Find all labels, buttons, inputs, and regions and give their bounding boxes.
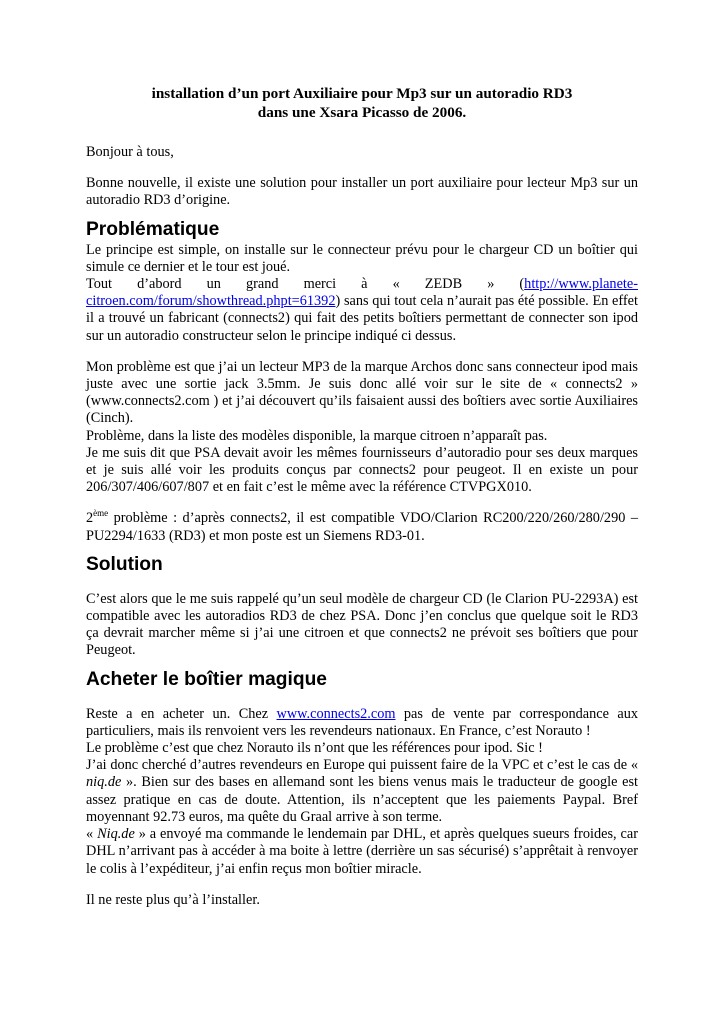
document-title-line-1: installation d’un port Auxiliaire pour Mp3 sur un autoradio RD3 <box>151 85 573 102</box>
document-title-line-2: dans une Xsara Picasso de 2006. <box>257 104 467 121</box>
paragraph-text: pas de vente par correspondance aux particuliers, mais ils renvoient vers les revendeurs nationaux. En France, c’est Norauto ! <box>86 705 639 739</box>
problematique-paragraph-6 <box>86 510 638 544</box>
superscript: ème <box>93 508 109 519</box>
document-page <box>86 84 638 909</box>
paragraph-text: » a envoyé ma commande le lendemain par DHL, et après quelques sueurs froides, car DHL n’arrivant pas à accéder à ma boite à lettre (derrière un sas sécurisé) s’apprêtait à renvoyer le colis à l’expéditeur, j’ai enfin reçus mon boîtier miracle. <box>86 826 638 877</box>
heading-problematique: Problématique <box>86 218 220 240</box>
closing-sentence: Il ne reste plus qu’à l’installer. <box>86 891 260 908</box>
connects2-link[interactable]: www.connects2.com <box>276 705 396 722</box>
acheter-paragraph-3 <box>86 757 638 826</box>
acheter-paragraph-2: Le problème c’est que chez Norauto ils n’ont que les références pour ipod. Sic ! <box>86 740 543 757</box>
acheter-paragraph-4 <box>86 826 638 878</box>
acheter-paragraph-1 <box>86 706 638 740</box>
paragraph-text: J’ai donc cherché d’autres revendeurs en Europe qui puissent faire de la VPC et c’est le cas de « <box>86 757 638 774</box>
paragraph-text: 2 <box>86 510 94 527</box>
heading-acheter: Acheter le boîtier magique <box>86 668 327 690</box>
problematique-paragraph-4: Problème, dans la liste des modèles disponible, la marque citroen n’apparaît pas. <box>86 427 548 444</box>
paragraph-text: Reste a en acheter un. Chez <box>86 705 277 722</box>
problematique-paragraph-3: Mon problème est que j’ai un lecteur MP3 de la marque Archos donc sans connecteur ipod mais juste avec une sortie jack 3.5mm. Je suis donc allé voir sur le site de « connects2 » (www.connects2.com ) et j’ai découvert qu’ils faisaient aussi des boîtiers avec sortie Auxiliaires (Cinch). <box>86 358 638 427</box>
paragraph-text: Tout d’abord un grand merci à « ZEDB » ( <box>86 276 525 293</box>
problematique-paragraph-5: Je me suis dit que PSA devait avoir les mêmes fournisseurs d’autoradio pour ses deux marques et je suis allé voir les produits conçus par connects2 pour peugeot. Il en existe un pour 206/307/406/607/807 et en fait c’est le même avec la référence CTVPGX010. <box>86 444 638 496</box>
planete-citroen-link[interactable]: http://www.planete-citroen.com/forum/showthread.phpt=61392 <box>86 276 638 310</box>
intro-paragraph: Bonne nouvelle, il existe une solution pour installer un port auxiliaire pour lecteur Mp3 sur un autoradio RD3 d’origine. <box>86 175 638 209</box>
paragraph-text: ». Bien sur des bases en allemand sont les biens venus mais le traducteur de google est assez pratique en cas de doute. Attention, ils n’acceptent que les paiements Paypal. Bref moyennant 92.73 euros, ma quête du Graal arrive à son terme. <box>86 774 638 825</box>
paragraph-text: « <box>86 826 98 843</box>
italic-text: niq.de <box>86 774 122 791</box>
paragraph-text: ) sans qui tout cela n’aurait pas été possible. En effet il a trouvé un fabricant (connects2) qui fait des petits boîtiers permettant de connecter son ipod sur un autoradio constructeur selon le principe indiqué ci dessus. <box>86 293 638 344</box>
italic-text: Niq.de <box>97 826 135 843</box>
solution-paragraph: C’est alors que le me suis rappelé qu’un seul modèle de chargeur CD (le Clarion PU-2293A) est compatible avec les autoradios RD3 de chez PSA. Donc j’en conclus que quelque soit le RD3 ça devrait marcher même si j’ai une citroen et que connects2 ne prévoit ses boîtiers que pour Peugeot. <box>86 590 638 659</box>
heading-solution: Solution <box>86 553 163 575</box>
problematique-paragraph-1: Le principe est simple, on installe sur le connecteur prévu pour le chargeur CD un boîtier qui simule ce dernier et le tour est joué. <box>86 241 638 275</box>
paragraph-text: problème : d’après connects2, il est compatible VDO/Clarion RC200/220/260/280/290 – PU2294/1633 (RD3) et mon poste est un Siemens RD3-01. <box>86 510 638 544</box>
greeting: Bonjour à tous, <box>86 144 174 160</box>
problematique-paragraph-2 <box>86 276 638 345</box>
